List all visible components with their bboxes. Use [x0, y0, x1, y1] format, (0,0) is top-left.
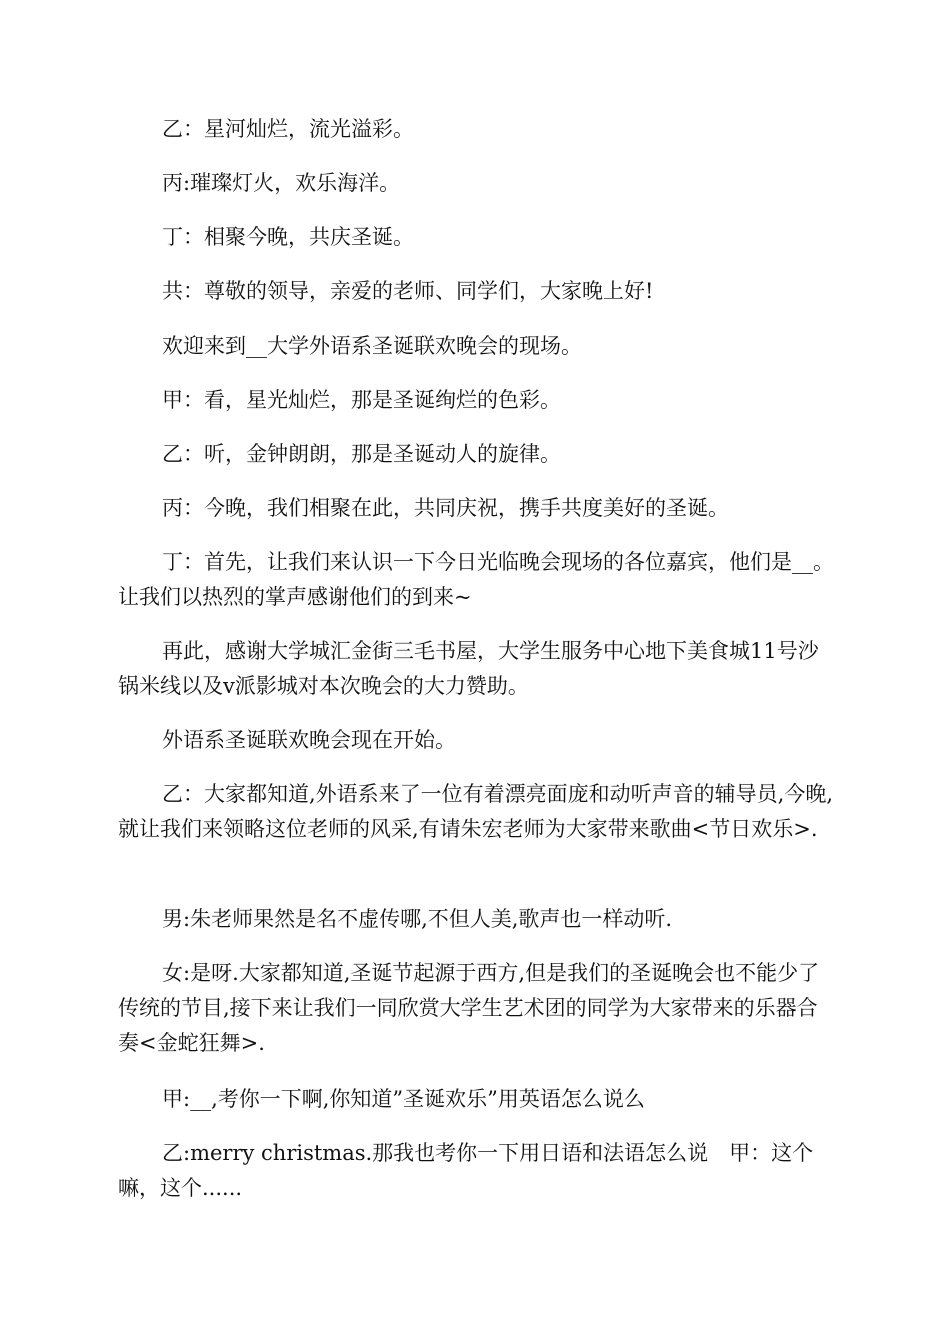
- paragraph-6: 甲：看，星光灿烂，那是圣诞绚烂的色彩。: [162, 388, 561, 412]
- paragraph-8: 丙：今晚，我们相聚在此，共同庆祝，携手共度美好的圣诞。: [162, 496, 729, 520]
- paragraph-16: 乙:merry christmas.那我也考你一下用日语和法语怎么说 甲：这个嘛，这个......: [118, 1141, 814, 1200]
- paragraph-4: 共：尊敬的领导，亲爱的老师、同学们，大家晚上好!: [162, 279, 654, 303]
- paragraph-1: 乙：星河灿烂，流光溢彩。: [162, 117, 414, 141]
- paragraph-9: 丁：首先，让我们来认识一下今日光临晚会现场的各位嘉宾，他们是__。让我们以热烈的掌声感谢他们的到来~: [118, 550, 834, 609]
- paragraph-2: 丙:璀璨灯火，欢乐海洋。: [162, 171, 401, 195]
- paragraph-15: 甲:__,考你一下啊,你知道”圣诞欢乐”用英语怎么说么: [162, 1087, 645, 1111]
- paragraph-13: 男:朱老师果然是名不虚传哪,不但人美,歌声也一样动听.: [162, 907, 673, 931]
- paragraph-3: 丁：相聚今晚，共庆圣诞。: [162, 225, 414, 249]
- paragraph-14: 女:是呀.大家都知道,圣诞节起源于西方,但是我们的圣诞晚会也不能少了传统的节目,接下来让我们一同欣赏大学生艺术团的同学为大家带来的乐器合奏<金蛇狂舞>.: [118, 961, 820, 1055]
- paragraph-10: 再此，感谢大学城汇金街三毛书屋，大学生服务中心地下美食城11号沙锅米线以及v派影城对本次晚会的大力赞助。: [118, 639, 819, 698]
- paragraph-7: 乙：听，金钟朗朗，那是圣诞动人的旋律。: [162, 442, 561, 466]
- paragraph-5: 欢迎来到__大学外语系圣诞联欢晚会的现场。: [162, 334, 582, 358]
- paragraph-12: 乙：大家都知道,外语系来了一位有着漂亮面庞和动听声音的辅导员,今晚,就让我们来领略这位老师的风采,有请朱宏老师为大家带来歌曲<节日欢乐>.: [118, 782, 834, 841]
- paragraph-11: 外语系圣诞联欢晚会现在开始。: [162, 728, 456, 752]
